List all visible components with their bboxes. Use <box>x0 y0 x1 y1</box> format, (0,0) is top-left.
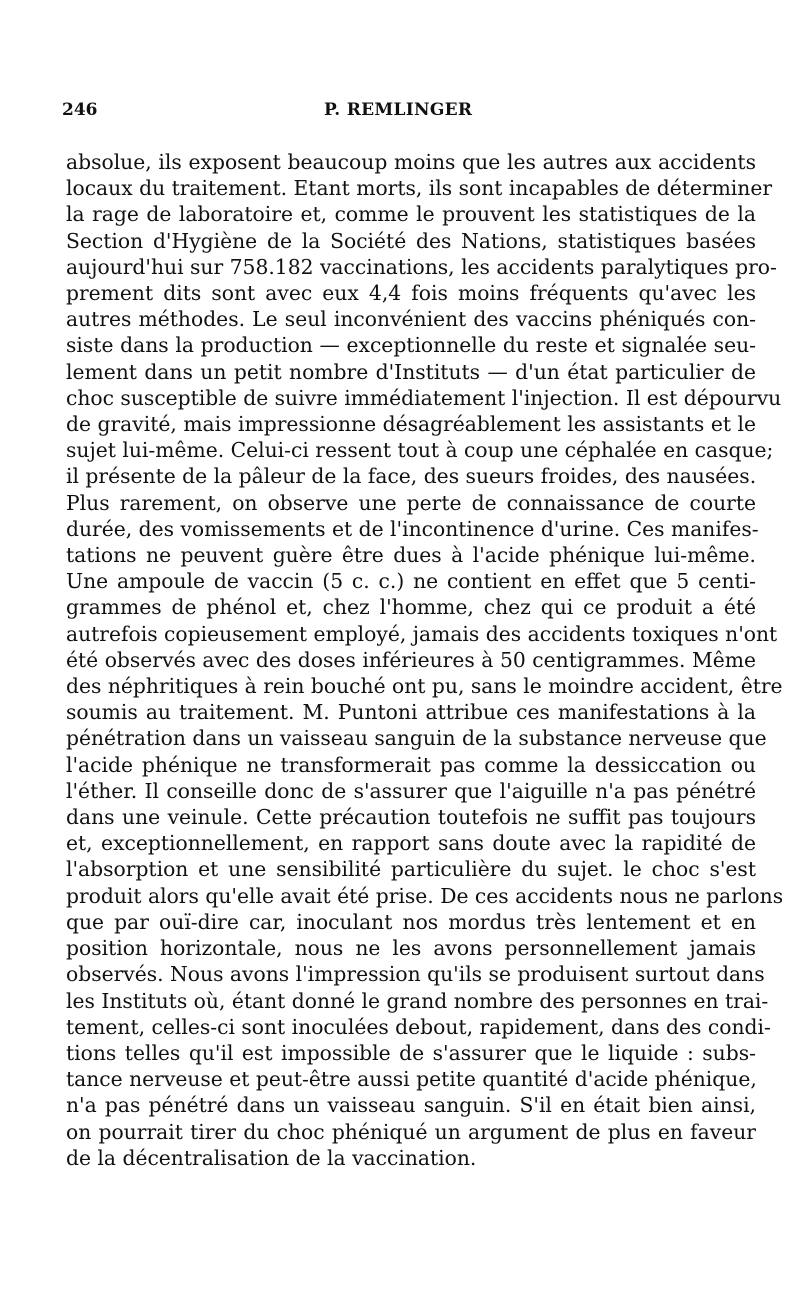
text-line: n'a pas pénétré dans un vaisseau sanguin. S'il en était bien ainsi, <box>66 1093 756 1118</box>
text-line: l'acide phénique ne transformerait pas comme la dessiccation ou <box>66 752 756 777</box>
text-line: choc susceptible de suivre immédiatement l'injection. Il est dépourvu <box>66 385 782 410</box>
text-line: siste dans la production — exceptionnelle du reste et signalée seu- <box>66 333 756 358</box>
text-line: grammes de phénol et, chez l'homme, chez qui ce produit a été <box>66 595 756 620</box>
text-line: observés. Nous avons l'impression qu'ils se produisent surtout dans <box>66 962 765 987</box>
text-line: été observés avec des doses inférieures à 50 centigrammes. Même <box>66 647 756 672</box>
text-line: aujourd'hui sur 758.182 vaccinations, les accidents paralytiques pro- <box>66 254 777 279</box>
text-line: l'absorption et une sensibilité particulière du sujet. le choc s'est <box>66 857 756 882</box>
text-line: et, exceptionnellement, en rapport sans doute avec la rapidité de <box>66 831 756 856</box>
text-line: produit alors qu'elle avait été prise. De ces accidents nous ne parlons <box>66 883 784 908</box>
text-line: sujet lui-même. Celui-ci ressent tout à coup une céphalée en casque; <box>66 438 774 463</box>
body-paragraph <box>66 149 784 1171</box>
text-line: des néphritiques à rein bouché ont pu, sans le moindre accident, être <box>66 674 783 699</box>
text-line: l'éther. Il conseille donc de s'assurer que l'aiguille n'a pas pénétré <box>66 778 756 803</box>
page-header <box>62 100 752 126</box>
text-line: prement dits sont avec eux 4,4 fois moins fréquents qu'avec les <box>66 281 756 306</box>
text-line: pénétration dans un vaisseau sanguin de la substance nerveuse que <box>66 726 767 751</box>
text-line: autrefois copieusement employé, jamais des accidents toxiques n'ont <box>66 621 778 646</box>
text-line: on pourrait tirer du choc phéniqué un argument de plus en faveur <box>66 1119 756 1144</box>
text-line: tations ne peuvent guère être dues à l'acide phénique lui-même. <box>66 543 756 568</box>
page-number: 246 <box>62 100 98 120</box>
text-line: de gravité, mais impressionne désagréablement les assistants et le <box>66 412 756 437</box>
text-line: de la décentralisation de la vaccination. <box>66 1145 477 1170</box>
text-line: que par ouï-dire car, inoculant nos mordus très lentement et en <box>66 909 756 934</box>
text-line: locaux du traitement. Etant morts, ils sont incapables de déterminer <box>66 176 773 201</box>
text-line: position horizontale, nous ne les avons personnellement jamais <box>66 936 756 961</box>
text-line: tance nerveuse et peut-être aussi petite quantité d'acide phénique, <box>66 1067 757 1092</box>
text-line: absolue, ils exposent beaucoup moins que les autres aux accidents <box>66 150 756 174</box>
text-line: Plus rarement, on observe une perte de connaissance de courte <box>66 490 756 515</box>
text-line: tions telles qu'il est impossible de s'assurer que le liquide : subs- <box>66 1040 756 1065</box>
text-line: il présente de la pâleur de la face, des sueurs froides, des nausées. <box>66 464 757 489</box>
text-line: autres méthodes. Le seul inconvénient des vaccins phéniqués con- <box>66 307 756 332</box>
text-line: dans une veinule. Cette précaution toutefois ne suffit pas toujours <box>66 805 756 830</box>
running-head-author: P. REMLINGER <box>324 100 473 120</box>
text-line: les Instituts où, étant donné le grand nombre des personnes en trai- <box>66 988 769 1013</box>
text-line: lement dans un petit nombre d'Instituts — d'un état particulier de <box>66 359 756 384</box>
text-line: tement, celles-ci sont inoculées debout, rapidement, dans des condi- <box>66 1014 771 1039</box>
text-line: la rage de laboratoire et, comme le prouvent les statistiques de la <box>66 202 756 227</box>
text-line: Une ampoule de vaccin (5 c. c.) ne contient en effet que 5 centi- <box>66 569 756 594</box>
text-line: durée, des vomissements et de l'incontinence d'urine. Ces manifes- <box>66 516 759 541</box>
text-line: soumis au traitement. M. Puntoni attribue ces manifestations à la <box>66 700 756 725</box>
text-line: Section d'Hygiène de la Société des Nations, statistiques basées <box>66 228 756 253</box>
